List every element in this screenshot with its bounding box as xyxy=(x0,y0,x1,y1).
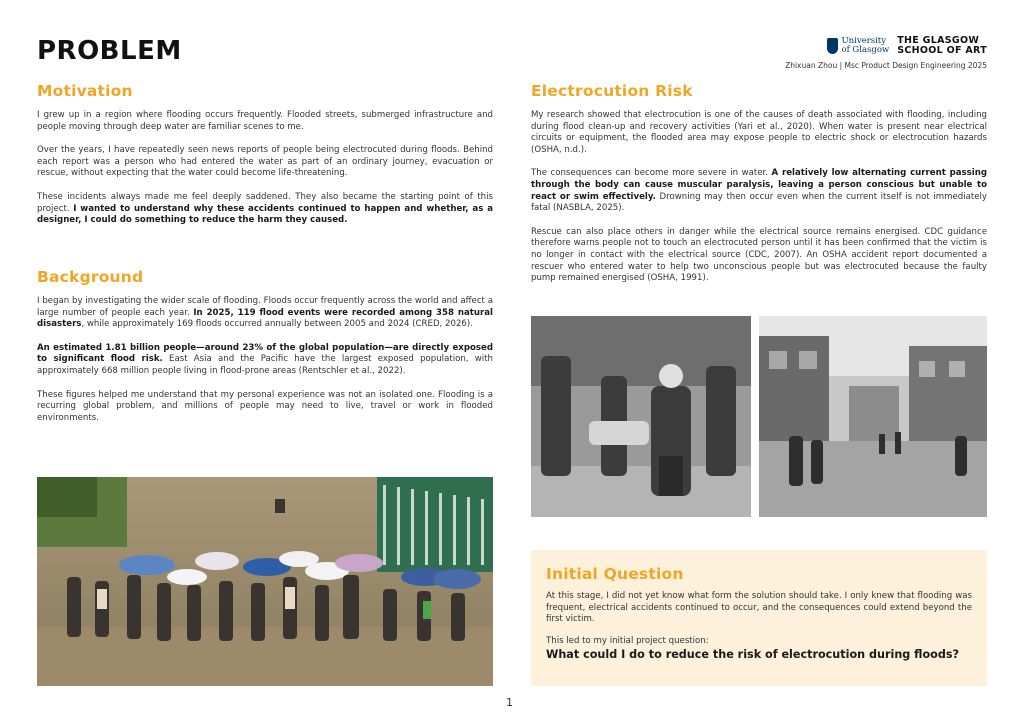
electrocution-heading: Electrocution Risk xyxy=(531,82,693,100)
motivation-p3-text: These incidents always made me feel deeply saddened. They also became the starting point of this project. xyxy=(37,191,493,214)
motivation-paragraph-3 xyxy=(37,192,493,227)
electrocution-paragraph-1: My research showed that electrocution is one of the causes of death associated with flooding, including during flood clean-up and recovery activities (Yari et al., 2020). When water is present near electrical circuits or equipment, the flooded area may expose people to electric shock or electrocution hazards (OSHA, n.d.). xyxy=(531,110,987,155)
motivation-section xyxy=(37,110,493,227)
initial-question-paragraph-2: This led to my initial project question: xyxy=(546,635,709,646)
background-p1-end: , while approximately 169 floods occurred annually between 2005 and 2024 (CRED, 2026). xyxy=(81,319,473,330)
flooded-street-photo xyxy=(759,316,987,517)
flood-umbrella-photo xyxy=(37,477,493,686)
electrocution-p2-bold: A relatively low alternating current passing through the body can cause muscular paralysis, leaving a person conscious but unable to react or swim effectively. xyxy=(531,168,987,202)
background-p1-text: I began by investigating the wider scale of flooding. Floods occur frequently across the world and affect a large number of people each year. xyxy=(37,296,493,318)
initial-question-heading: Initial Question xyxy=(546,565,684,583)
electrocution-p2-end: Drowning may then occur even when the current itself is not immediately fatal (NASBLA, 2025). xyxy=(531,191,987,214)
electrocution-paragraph-2 xyxy=(531,168,987,214)
electrocution-section xyxy=(531,110,987,285)
electrocution-paragraph-3: Rescue can also place others in danger while the electrical source remains energised. CDC guidance therefore warns people not to touch an electrocuted person until it has been confirmed that the victim is no longer in contact with the electrical source (CDC, 2007). An OSHA accident report documented a rescuer who entered water to help two unconscious people but was electrocuted because the faulty pump remained energised (OSHA, 1991). xyxy=(531,226,987,284)
background-p1-bold: In 2025, 119 flood events were recorded among 358 natural disasters xyxy=(37,307,493,330)
gsa-logo-line2: SCHOOL OF ART xyxy=(897,45,987,56)
background-p2-end: East Asia and the Pacific have the largest exposed population, with approximately 668 million people living in flood-prone areas (Rentschler et al., 2022). xyxy=(37,354,493,376)
background-section xyxy=(37,296,493,424)
background-heading: Background xyxy=(37,268,144,286)
uog-logo-line1: University xyxy=(841,36,887,46)
background-paragraph-2 xyxy=(37,343,493,378)
background-p2-bold: An estimated 1.81 billion people—around 23% of the global population—are directly exposed to significant flood risk. xyxy=(37,342,493,365)
initial-question-text: What could I do to reduce the risk of electrocution during floods? xyxy=(546,648,960,662)
page-title: PROBLEM xyxy=(37,36,182,66)
motivation-paragraph-2: Over the years, I have repeatedly seen news reports of people being electrocuted during floods. Behind each report was a person who had entered the water as part of an ordinary journey, evacuation or rescue, without expecting that the water could become life-threatening. xyxy=(37,145,493,179)
motivation-paragraph-1: I grew up in a region where flooding occurs frequently. Flooded streets, submerged infrastructure and people moving through deep water are familiar scenes to me. xyxy=(37,110,493,132)
background-paragraph-3: These figures helped me understand that my personal experience was not an isolated one. Flooding is a recurring global problem, and millions of people may need to live, travel or work in flooded environments. xyxy=(37,389,493,423)
motivation-heading: Motivation xyxy=(37,82,133,100)
motivation-p3-bold: I wanted to understand why these accidents continued to happen and whether, as a designer, I could do something to reduce the harm they caused. xyxy=(37,203,493,226)
logo-group xyxy=(827,36,987,56)
uog-logo-line2: of Glasgow xyxy=(841,45,890,55)
crest-icon xyxy=(827,38,838,54)
page-number: 1 xyxy=(506,696,513,709)
initial-question-box xyxy=(531,550,987,686)
electrocution-p2-text: The consequences can become more severe in water. xyxy=(531,168,772,179)
university-of-glasgow-logo xyxy=(827,37,889,55)
background-paragraph-1 xyxy=(37,296,493,331)
glasgow-school-of-art-logo xyxy=(897,36,987,56)
flood-rescue-photo xyxy=(531,316,751,517)
gsa-logo-line1: THE GLASGOW xyxy=(897,35,980,46)
initial-question-paragraph-1: At this stage, I did not yet know what form the solution should take. I only knew that flooding was frequent, electrical accidents continued to occur, and the consequences could extend beyond the first victim. xyxy=(546,591,972,625)
author-byline: Zhixuan Zhou | Msc Product Design Engineering 2025 xyxy=(785,61,987,70)
